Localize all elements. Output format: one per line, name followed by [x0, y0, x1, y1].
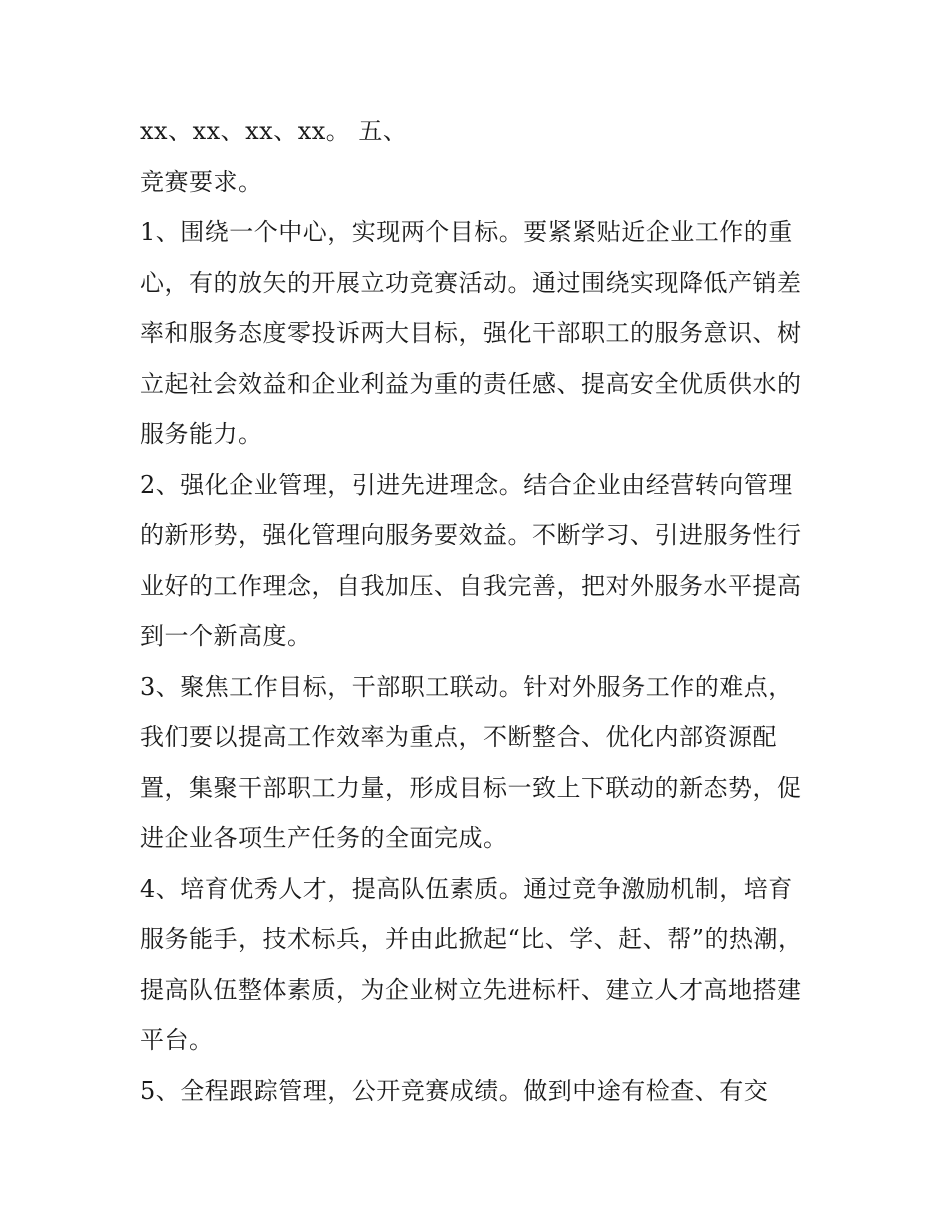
- text-line: 业好的工作理念，自我加压、自我完善，把对外服务水平提高: [140, 571, 802, 600]
- text-line: 率和服务态度零投诉两大目标，强化干部职工的服务意识、树: [140, 319, 802, 347]
- text-line: xx、xx、xx、xx。 五、: [140, 117, 408, 145]
- text-line: 进企业各项生产任务的全面完成。: [140, 824, 508, 852]
- text-line: 置，集聚干部职工力量，形成目标一致上下联动的新态势，促: [140, 773, 802, 802]
- text-line: 4、培育优秀人才，提高队伍素质。通过竞争激励机制，培育: [140, 874, 793, 903]
- text-line: 竞赛要求。: [140, 167, 263, 196]
- text-line: 的新形势，强化管理向服务要效益。不断学习、引进服务性行: [140, 521, 802, 549]
- text-line: 提高队伍整体素质，为企业树立先进标杆、建立人才高地搭建: [140, 975, 802, 1004]
- text-line: 我们要以提高工作效率为重点，不断整合、优化内部资源配: [140, 723, 777, 751]
- text-line: 2、强化企业管理，引进先进理念。结合企业由经营转向管理: [140, 470, 793, 499]
- text-line: 平台。: [140, 1026, 214, 1054]
- text-line: 心，有的放矢的开展立功竞赛活动。通过围绕实现降低产销差: [140, 268, 802, 297]
- text-line: 服务能手，技术标兵，并由此掀起“比、学、赶、帮”的热潮，: [140, 925, 803, 953]
- text-line: 3、聚焦工作目标，干部职工联动。针对外服务工作的难点，: [140, 672, 793, 701]
- text-line: 1、围绕一个中心，实现两个目标。要紧紧贴近企业工作的重: [140, 218, 793, 246]
- text-line: 服务能力。: [140, 420, 263, 448]
- text-line: 5、全程跟踪管理，公开竞赛成绩。做到中途有检查、有交: [140, 1076, 769, 1105]
- text-line: 立起社会效益和企业利益为重的责任感、提高安全优质供水的: [140, 369, 802, 398]
- text-line: 到一个新高度。: [140, 622, 312, 650]
- document-body: [140, 106, 820, 1116]
